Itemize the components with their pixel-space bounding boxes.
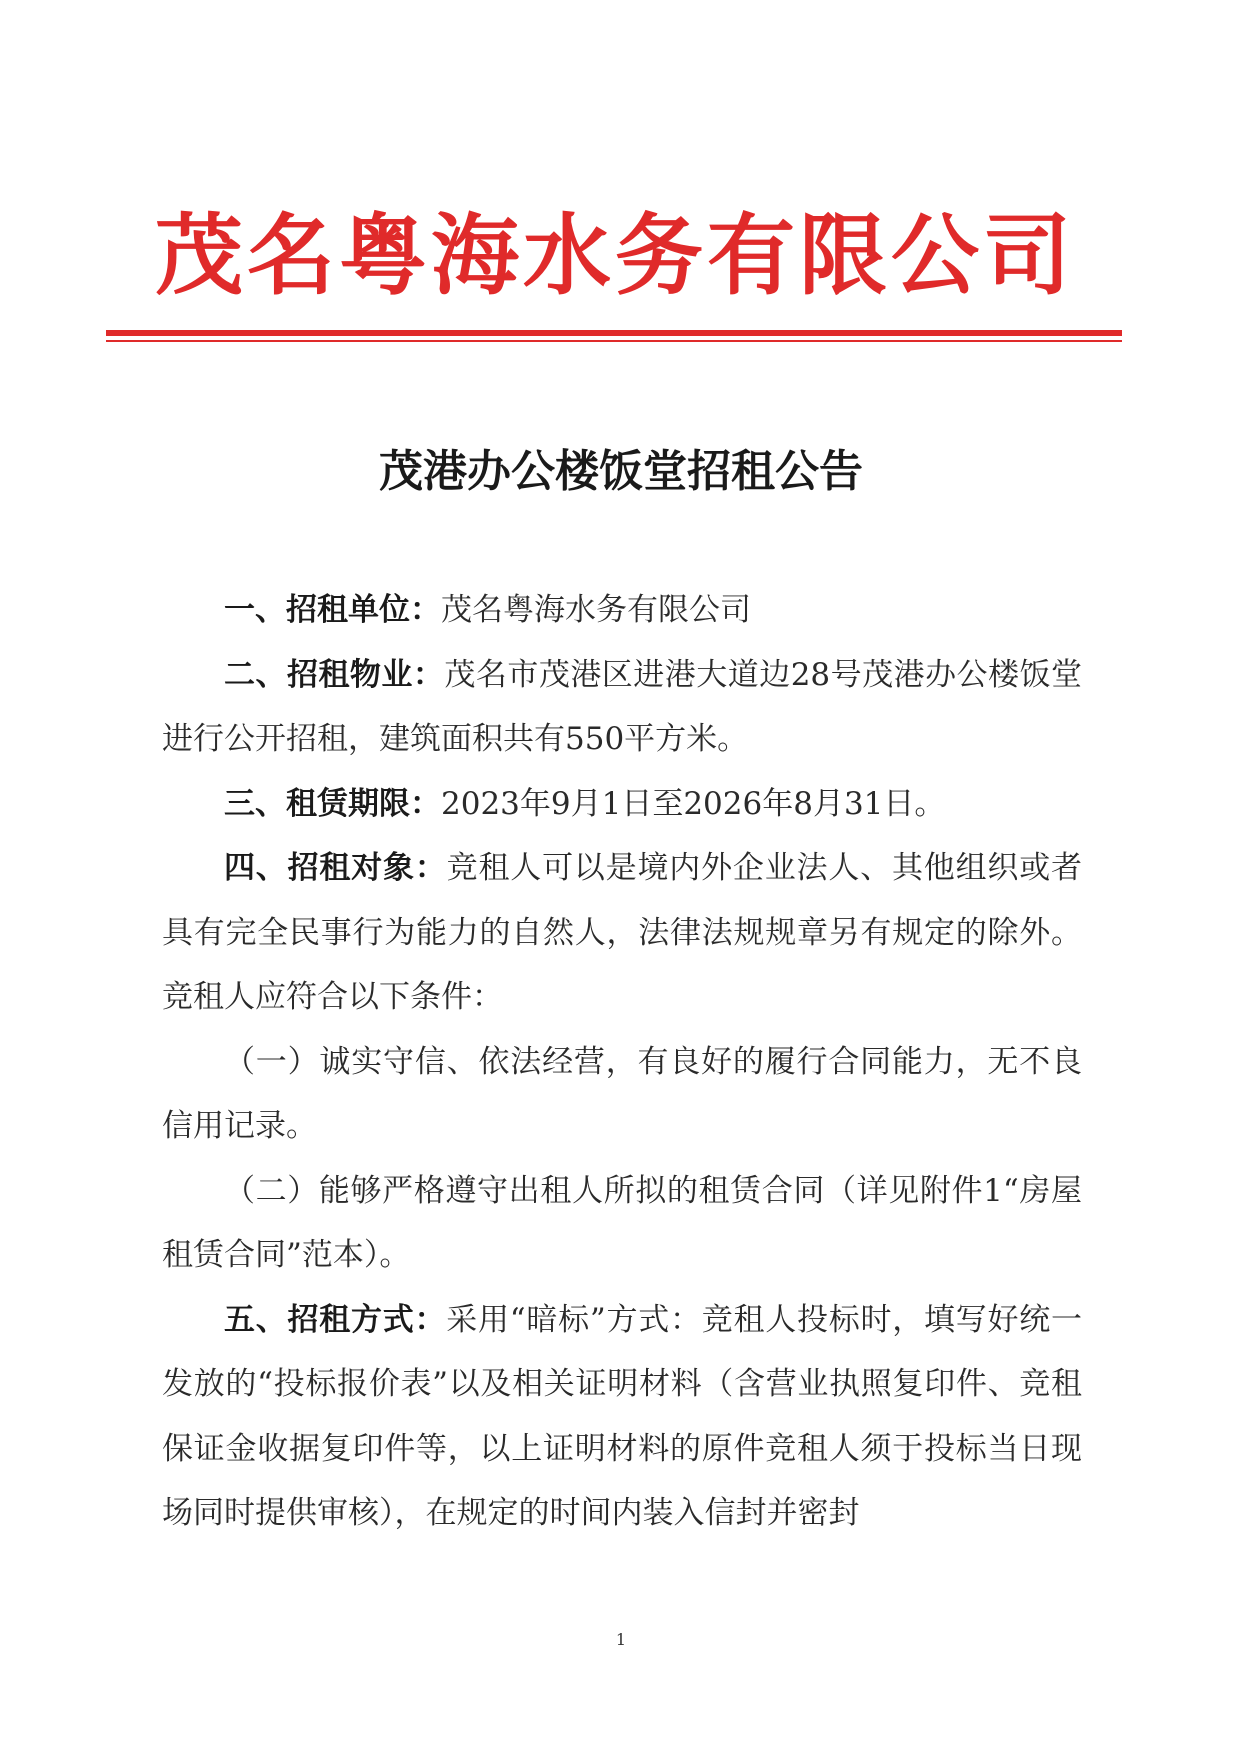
- letterhead-company-name: 茂名粤海水务有限公司: [154, 203, 1075, 307]
- section-text: （一）诚实守信、依法经营，有良好的履行合同能力，无不良信用记录。: [162, 1043, 1082, 1144]
- letterhead-divider-thick: [106, 330, 1122, 336]
- section-text: 采用“暗标”方式：竞租人投标时，填写好统一发放的“投标报价表”以及相关证明材料（含营业执照复印件、竞租保证金收据复印件等，以上证明材料的原件竞租人须于投标当日现场同时提供审核），在规定的时间内装入信封并密封: [162, 1301, 1082, 1531]
- section-text: 2023年9月1日至2026年8月31日。: [441, 785, 946, 822]
- document-title: 茂港办公楼饭堂招租公告: [379, 446, 863, 497]
- section-label: 五、招租方式：: [224, 1301, 447, 1338]
- section-lease-term: [162, 772, 1082, 837]
- page-number: 1: [615, 1630, 627, 1649]
- section-eligible-bidders: [162, 836, 1082, 1030]
- letterhead-divider-thin: [106, 340, 1122, 342]
- section-bidding-method: [162, 1288, 1082, 1546]
- section-label: 二、招租物业：: [224, 656, 445, 693]
- condition-item-2: [162, 1159, 1082, 1288]
- section-label: 一、招租单位：: [224, 592, 441, 628]
- section-label: 三、租赁期限：: [224, 785, 441, 822]
- section-text: 茂名市茂港区进港大道边28号茂港办公楼饭堂进行公开招租，建筑面积共有550平方米。: [162, 656, 1083, 757]
- section-lessor: [162, 578, 1082, 643]
- section-property: [162, 643, 1082, 772]
- section-label: 四、招租对象：: [224, 850, 447, 886]
- document-body: [162, 578, 1082, 1546]
- section-text: 茂名粤海水务有限公司: [441, 592, 751, 628]
- condition-item-1: [162, 1030, 1082, 1159]
- section-text: （二）能够严格遵守出租人所拟的租赁合同（详见附件1“房屋租赁合同”范本）。: [162, 1172, 1082, 1273]
- section-text: 竞租人可以是境内外企业法人、其他组织或者具有完全民事行为能力的自然人，法律法规规章另有规定的除外。竞租人应符合以下条件：: [162, 850, 1083, 1015]
